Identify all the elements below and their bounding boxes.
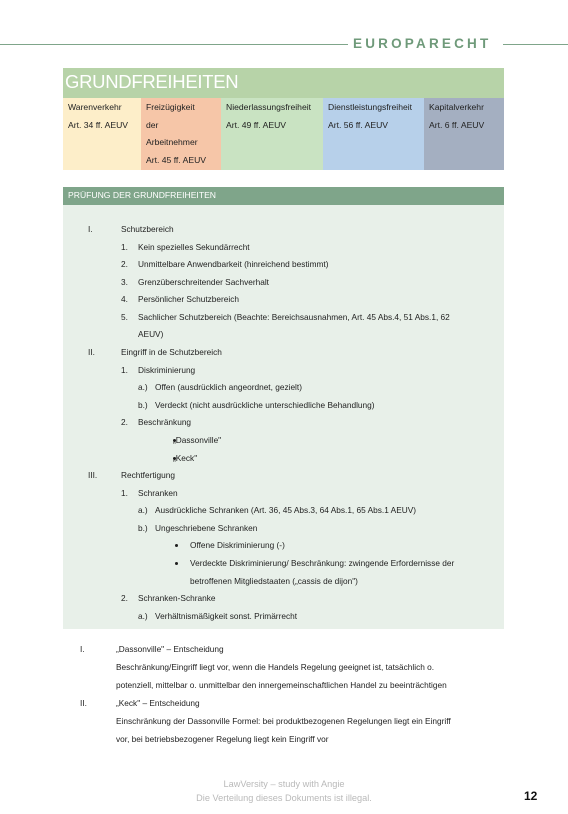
freedom-column-line: der (146, 119, 159, 130)
decision-title: „Dassonville" – Entscheidung (116, 644, 224, 654)
header-title: EUROPARECHT (353, 36, 492, 51)
freedom-column-line: Art. 6 ff. AEUV (429, 119, 485, 130)
outline-marker: III. (88, 470, 98, 480)
decision-marker: I. (80, 644, 85, 654)
outline-text: Grenzüberschreitender Sachverhalt (138, 277, 269, 287)
decision-marker: II. (80, 698, 87, 708)
outline-marker: b.) (138, 400, 148, 410)
decision-body-line: potenziell, mittelbar o. unmittelbar den innergemeinschaftlichen Handel zu beeinträchtigen (116, 680, 447, 690)
outline-text: Ungeschriebene Schranken (155, 523, 258, 533)
outline-marker: a.) (138, 505, 148, 515)
freedom-column-line: Kapitalverkehr (429, 102, 484, 112)
outline-text: „Keck" (173, 453, 198, 463)
outline-text: Kein spezielles Sekundärrecht (138, 242, 250, 252)
outline-marker: I. (88, 224, 93, 234)
decision-body-line: vor, bei betriebsbezogener Regelung liegt kein Eingriff vor (116, 734, 329, 744)
outline-text: Offen (ausdrücklich angeordnet, gezielt) (155, 382, 302, 392)
freedom-column (63, 98, 141, 170)
outline-text: Rechtfertigung (121, 470, 175, 480)
outline-text: Verdeckt (nicht ausdrückliche unterschiedliche Behandlung) (155, 400, 375, 410)
freedom-column-line: Warenverkehr (68, 102, 122, 112)
grundfreiheiten-title: GRUNDFREIHEITEN (65, 71, 239, 92)
grundfreiheiten-banner (63, 68, 504, 98)
freedom-column-line: Arbeitnehmer (146, 137, 198, 148)
outline-text: AEUV) (138, 329, 164, 339)
freedom-column (141, 98, 221, 170)
outline-text: Schutzbereich (121, 224, 174, 234)
outline-text: Diskriminierung (138, 365, 196, 375)
outline-text: Sachlicher Schutzbereich (Beachte: Bereichsausnahmen, Art. 45 Abs.4, 51 Abs.1, 62 (138, 312, 450, 322)
outline-marker: 4. (121, 294, 128, 304)
freedom-column-line: Art. 49 ff. AEUV (226, 119, 287, 130)
outline-marker: 1. (121, 488, 128, 498)
outline-marker: 1. (121, 242, 128, 252)
footer-notice: Die Verteilung dieses Dokuments ist illegal. (196, 793, 372, 803)
footer-brand: LawVersity – study with Angie (223, 779, 345, 789)
header-rule-left (0, 44, 348, 45)
outline-text: Persönlicher Schutzbereich (138, 294, 239, 304)
outline-text: Ausdrückliche Schranken (Art. 36, 45 Abs.3, 64 Abs.1, 65 Abs.1 AEUV) (155, 505, 417, 515)
freedom-column-line: Dienstleistungsfreiheit (328, 102, 413, 112)
outline-text: Eingriff in de Schutzbereich (121, 347, 222, 357)
outline-marker: 1. (121, 365, 128, 375)
outline-text: Offene Diskriminierung (-) (190, 540, 285, 550)
outline-text: Unmittelbare Anwendbarkeit (hinreichend bestimmt) (138, 259, 329, 269)
freedom-column-line: Art. 34 ff. AEUV (68, 119, 129, 130)
outline-marker: 2. (121, 593, 128, 603)
outline-marker: 2. (121, 259, 128, 269)
outline-marker: a.) (138, 382, 148, 392)
outline-text: Schranken-Schranke (138, 593, 216, 603)
decision-body-line: Beschränkung/Eingriff liegt vor, wenn die Handels Regelung geeignet ist, tatsächlich o. (116, 662, 435, 672)
decision-title: „Keck" – Entscheidung (116, 698, 200, 708)
outline-text: Verdeckte Diskriminierung/ Beschränkung: zwingende Erfordernisse der (190, 558, 455, 568)
freedom-column-line: Freizügigkeit (146, 102, 195, 112)
outline-text: betroffenen Mitgliedstaaten („cassis de dijon") (190, 576, 358, 586)
outline-marker: 2. (121, 417, 128, 427)
decision-body-line: Einschränkung der Dassonville Formel: bei produktbezogenen Regelungen liegt ein Eingriff (116, 716, 451, 726)
header-rule-right (503, 44, 568, 45)
pruefung-header (63, 187, 504, 205)
outline-text: „Dassonville" (173, 435, 222, 445)
pruefung-title: PRÜFUNG DER GRUNDFREIHEITEN (68, 190, 217, 200)
freedom-column-line: Niederlassungsfreiheit (226, 102, 312, 112)
page-number: 12 (524, 789, 538, 803)
outline-text: Verhältnismäßigkeit sonst. Primärrecht (155, 611, 298, 621)
freedom-column-line: Art. 45 ff. AEUV (146, 154, 207, 165)
freedom-column (221, 98, 323, 170)
outline-text: Beschränkung (138, 417, 192, 427)
outline-marker: a.) (138, 611, 148, 621)
outline-marker: b.) (138, 523, 148, 533)
freedom-column (424, 98, 504, 170)
outline-marker: 3. (121, 277, 128, 287)
freedom-column-line: Art. 56 ff. AEUV (328, 119, 389, 130)
outline-marker: II. (88, 347, 95, 357)
outline-text: Schranken (138, 488, 178, 498)
freedom-column (323, 98, 424, 170)
outline-marker: 5. (121, 312, 128, 322)
grundfreiheiten-table (63, 98, 504, 170)
